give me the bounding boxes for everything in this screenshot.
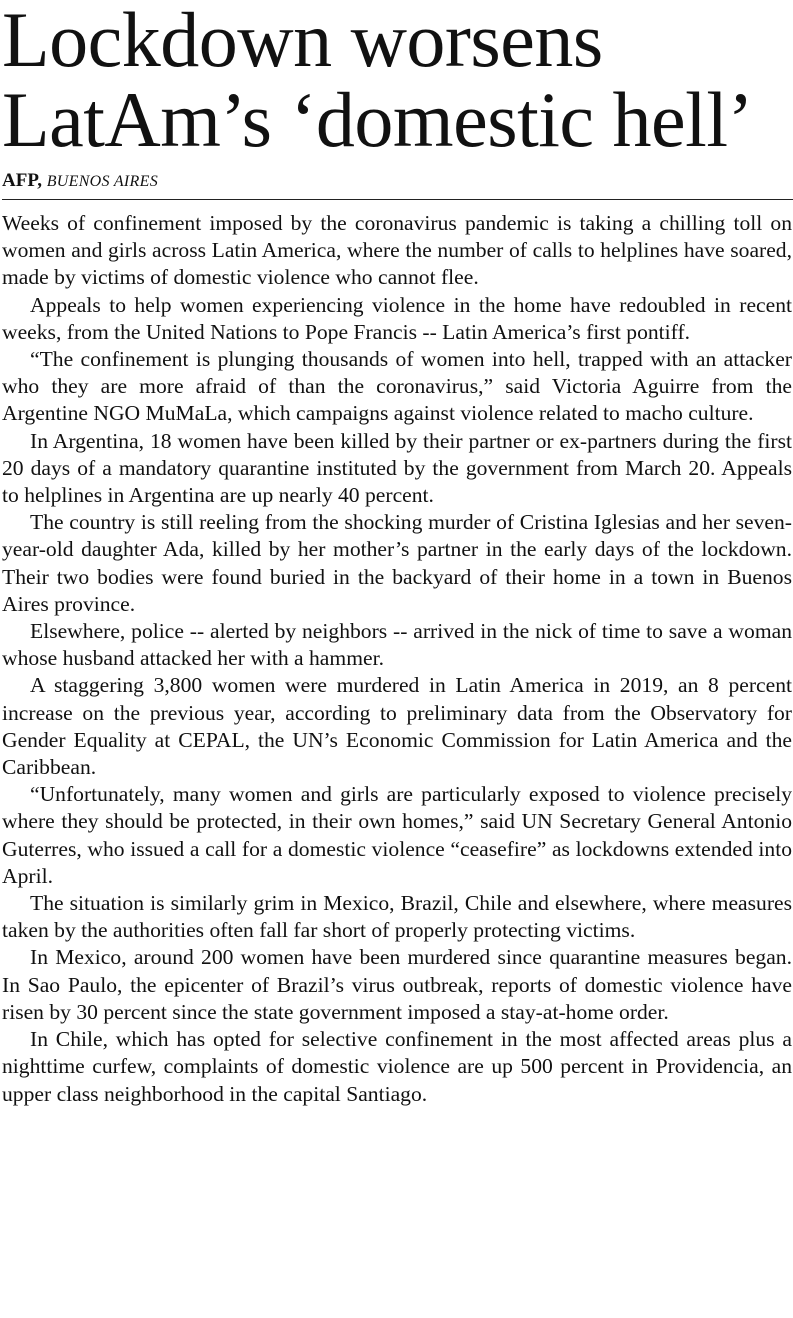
paragraph: Elsewhere, police -- alerted by neighbors -- arrived in the nick of time to save a woman whose husband attacked her with a hammer.: [2, 619, 792, 671]
paragraph: Appeals to help women experiencing violence in the home have redoubled in recent weeks, from the United Nations to Pope Francis -- Latin America’s first pontiff.: [2, 292, 792, 344]
paragraph: The country is still reeling from the shocking murder of Cristina Iglesias and her seven-year-old daughter Ada, killed by her mother’s partner in the early days of the lockdown. Their two bodies were found buried in the backyard of their home in a town in Buenos Aires province.: [2, 510, 792, 616]
paragraph: In Argentina, 18 women have been killed by their partner or ex-partners during the first 20 days of a mandatory quarantine instituted by the government from March 20. Appeals to helplines in Argentina are up nearly 40 percent.: [2, 428, 792, 508]
paragraph: A staggering 3,800 women were murdered in Latin America in 2019, an 8 percent increase on the previous year, according to preliminary data from the Observatory for Gender Equality at CEPAL, the UN’s Economic Commission for Latin America and the Caribbean.: [2, 673, 792, 780]
paragraph: “The confinement is plunging thousands of women into hell, trapped with an attacker who they are more afraid of than the coronavirus,” said Victoria Aguirre from the Argentine NGO MuMaLa, which campaigns against violence related to macho culture.: [2, 347, 792, 426]
headline: [2, 0, 792, 163]
paragraph: In Chile, which has opted for selective confinement in the most affected areas plus a nighttime curfew, complaints of domestic violence are up 500 percent in Providencia, an upper class neighborhood in the capital Santiago.: [2, 1027, 792, 1106]
article-body: [2, 210, 792, 1108]
paragraph: Weeks of confinement imposed by the coronavirus pandemic is taking a chilling toll on women and girls across Latin America, where the number of calls to helplines have soared, made by victims of domestic violence who cannot flee.: [2, 211, 792, 290]
news-article: [2, 0, 792, 1108]
paragraph: The situation is similarly grim in Mexico, Brazil, Chile and elsewhere, where measures taken by the authorities often fall far short of properly protecting victims.: [2, 891, 792, 943]
headline-line-2: LatAm’s ‘domestic hell’: [2, 76, 753, 163]
byline: [2, 170, 792, 193]
byline-agency: AFP,: [2, 170, 42, 191]
byline-place: BUENOS AIRES: [46, 173, 158, 190]
paragraph: “Unfortunately, many women and girls are particularly exposed to violence precisely where they should be protected, in their own homes,” said UN Secretary General Antonio Guterres, who issued a call for a domestic violence “ceasefire” as lockdowns extended into April.: [2, 782, 792, 888]
headline-line-1: Lockdown worsens: [2, 0, 603, 83]
headline-divider: [2, 199, 793, 200]
paragraph: In Mexico, around 200 women have been murdered since quarantine measures began. In Sao Paulo, the epicenter of Brazil’s virus outbreak, reports of domestic violence have risen by 30 percent since the state government imposed a stay-at-home order.: [2, 945, 792, 1024]
